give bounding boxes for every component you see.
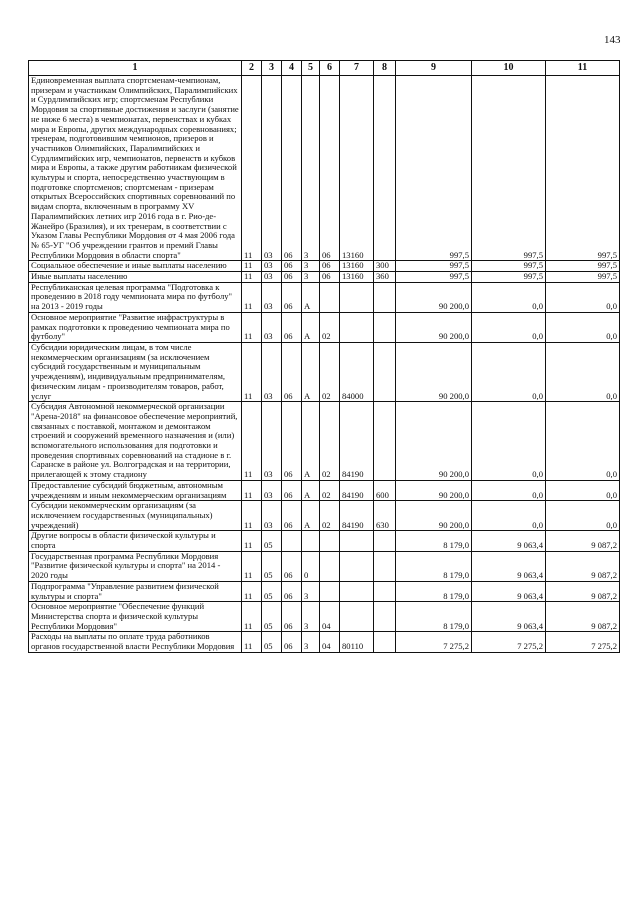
row-code-3: 03 — [262, 282, 282, 312]
col-header-2: 2 — [242, 61, 262, 76]
row-code-8 — [374, 602, 396, 632]
row-code-2: 11 — [242, 312, 262, 342]
row-code-2: 11 — [242, 76, 262, 261]
row-name: Предоставление субсидий бюджетным, автономным учреждениям и иным некоммерческим организациям — [29, 480, 242, 500]
row-amount-11: 9 087,2 — [546, 531, 620, 551]
row-code-4: 06 — [282, 342, 302, 401]
table-row — [29, 551, 620, 581]
row-amount-10: 0,0 — [472, 480, 546, 500]
row-amount-9: 90 200,0 — [396, 282, 472, 312]
row-amount-11: 997,5 — [546, 261, 620, 272]
row-code-6: 06 — [320, 76, 340, 261]
row-name: Социальное обеспечение и иные выплаты населению — [29, 261, 242, 272]
row-amount-9: 8 179,0 — [396, 602, 472, 632]
row-code-5: 3 — [302, 632, 320, 652]
row-code-3: 05 — [262, 581, 282, 601]
col-header-8: 8 — [374, 61, 396, 76]
row-code-7: 84190 — [340, 501, 374, 531]
row-code-2: 11 — [242, 602, 262, 632]
row-amount-9: 90 200,0 — [396, 480, 472, 500]
col-header-1: 1 — [29, 61, 242, 76]
row-amount-11: 997,5 — [546, 76, 620, 261]
row-code-8 — [374, 581, 396, 601]
row-amount-9: 90 200,0 — [396, 501, 472, 531]
col-header-3: 3 — [262, 61, 282, 76]
row-name: Субсидии некоммерческим организациям (за исключением государственных (муниципальных) учреждений) — [29, 501, 242, 531]
row-code-3: 03 — [262, 272, 282, 283]
col-header-11: 11 — [546, 61, 620, 76]
col-header-10: 10 — [472, 61, 546, 76]
row-code-8 — [374, 342, 396, 401]
row-amount-10: 0,0 — [472, 342, 546, 401]
row-code-2: 11 — [242, 342, 262, 401]
row-code-5: 3 — [302, 602, 320, 632]
row-code-3: 05 — [262, 531, 282, 551]
row-code-4: 06 — [282, 261, 302, 272]
table-row — [29, 272, 620, 283]
row-code-3: 03 — [262, 501, 282, 531]
row-code-3: 05 — [262, 632, 282, 652]
row-code-5: А — [302, 342, 320, 401]
row-amount-10: 997,5 — [472, 76, 546, 261]
row-code-7 — [340, 282, 374, 312]
row-code-7: 13160 — [340, 76, 374, 261]
row-name: Основное мероприятие "Развитие инфраструктуры в рамках подготовки к проведению чемпионата мира по футболу" — [29, 312, 242, 342]
row-code-6 — [320, 282, 340, 312]
row-code-4: 06 — [282, 602, 302, 632]
row-code-4: 06 — [282, 480, 302, 500]
row-name: Субсидия Автономной некоммерческой организации "Арена-2018" на финансовое обеспечение мероприятий, связанных с поставкой, монтажом и демонтажом строений и сооружений временного назначения и (или) вспомогательного использования для подготовки и проведения спортивных соревнований на стадионе в г. Саранске в районе ул. Волгоградская и на территории, прилегающей к этому стадиону — [29, 402, 242, 481]
page-number: 143 — [604, 34, 621, 46]
row-code-8 — [374, 551, 396, 581]
row-code-5 — [302, 531, 320, 551]
row-code-7: 84190 — [340, 480, 374, 500]
row-code-7 — [340, 581, 374, 601]
row-amount-10: 0,0 — [472, 501, 546, 531]
row-code-2: 11 — [242, 272, 262, 283]
row-code-7 — [340, 551, 374, 581]
row-amount-10: 9 063,4 — [472, 551, 546, 581]
col-header-9: 9 — [396, 61, 472, 76]
row-code-3: 03 — [262, 402, 282, 481]
table-row — [29, 312, 620, 342]
table-row — [29, 480, 620, 500]
row-code-4: 06 — [282, 632, 302, 652]
row-code-8: 360 — [374, 272, 396, 283]
row-name: Подпрограмма "Управление развитием физической культуры и спорта" — [29, 581, 242, 601]
row-code-8 — [374, 632, 396, 652]
row-code-2: 11 — [242, 261, 262, 272]
row-name: Республиканская целевая программа "Подготовка к проведению в 2018 году чемпионата мира по футболу" на 2013 - 2019 годы — [29, 282, 242, 312]
row-code-5: А — [302, 501, 320, 531]
row-code-8 — [374, 76, 396, 261]
row-code-5: А — [302, 282, 320, 312]
row-amount-10: 0,0 — [472, 312, 546, 342]
row-amount-10: 7 275,2 — [472, 632, 546, 652]
row-code-8: 300 — [374, 261, 396, 272]
row-code-2: 11 — [242, 551, 262, 581]
row-code-2: 11 — [242, 632, 262, 652]
row-amount-9: 997,5 — [396, 261, 472, 272]
row-amount-11: 7 275,2 — [546, 632, 620, 652]
col-header-5: 5 — [302, 61, 320, 76]
table-row — [29, 76, 620, 261]
row-code-7 — [340, 312, 374, 342]
row-amount-11: 0,0 — [546, 480, 620, 500]
row-code-4: 06 — [282, 272, 302, 283]
row-code-6: 06 — [320, 272, 340, 283]
table-row — [29, 581, 620, 601]
row-name: Единовременная выплата спортсменам-чемпионам, призерам и участникам Олимпийских, Паралимпийских и Сурдлимпийских игр; спортсменам Республики Мордовия за спортивные достижения и заслуги (занятие не ниже 6 места) в чемпионатах, первенствах и кубках мира и Европы, других международных соревнованиях; тренерам, подготовившим чемпионов, призеров и участников Олимпийских, Паралимпийских и Сурдлимпийских игр, чемпионатов, первенств и кубков мира и Европы, а также другим работникам физической культуры и спорта, непосредственно участвующим в подготовке спортсменов; спортсменам - призерам открытых Всероссийских спортивных соревнований по видам спорта, включенным в программу XV Паралимпийских летних игр 2016 года в г. Рио-де-Жанейро (Бразилия), и их тренерам, в соответствии с Указом Главы Республики Мордовия от 4 мая 2006 года № 65-УГ "Об учреждении грантов и премий Главы Республики Мордовия в области спорта" — [29, 76, 242, 261]
row-code-6: 02 — [320, 342, 340, 401]
row-code-8: 630 — [374, 501, 396, 531]
row-code-7: 80110 — [340, 632, 374, 652]
row-code-5: 0 — [302, 551, 320, 581]
row-amount-10: 997,5 — [472, 261, 546, 272]
row-amount-11: 0,0 — [546, 342, 620, 401]
row-code-6: 04 — [320, 602, 340, 632]
row-amount-10: 997,5 — [472, 272, 546, 283]
row-code-6: 02 — [320, 501, 340, 531]
row-code-2: 11 — [242, 480, 262, 500]
row-code-3: 03 — [262, 312, 282, 342]
row-amount-11: 0,0 — [546, 501, 620, 531]
row-code-8 — [374, 531, 396, 551]
row-amount-9: 90 200,0 — [396, 342, 472, 401]
row-name: Субсидии юридическим лицам, в том числе некоммерческим организациям (за исключением субсидий государственным и муниципальным учреждениям), индивидуальным предпринимателям, физическим лицам - производителям товаров, работ, услуг — [29, 342, 242, 401]
row-code-7 — [340, 531, 374, 551]
row-amount-9: 8 179,0 — [396, 531, 472, 551]
row-code-4: 06 — [282, 282, 302, 312]
row-code-4: 06 — [282, 581, 302, 601]
row-code-4: 06 — [282, 76, 302, 261]
row-amount-9: 7 275,2 — [396, 632, 472, 652]
row-amount-10: 0,0 — [472, 282, 546, 312]
row-name: Основное мероприятие "Обеспечение функций Министерства спорта и физической культуры Республики Мордовия" — [29, 602, 242, 632]
row-code-3: 03 — [262, 480, 282, 500]
row-name: Государственная программа Республики Мордовия "Развитие физической культуры и спорта" на 2014 - 2020 годы — [29, 551, 242, 581]
row-amount-9: 8 179,0 — [396, 551, 472, 581]
row-amount-10: 0,0 — [472, 402, 546, 481]
row-code-5: А — [302, 312, 320, 342]
row-code-2: 11 — [242, 501, 262, 531]
row-amount-9: 90 200,0 — [396, 402, 472, 481]
row-name: Другие вопросы в области физической культуры и спорта — [29, 531, 242, 551]
row-amount-11: 9 087,2 — [546, 551, 620, 581]
budget-table — [28, 60, 620, 653]
row-code-6: 04 — [320, 632, 340, 652]
row-amount-11: 0,0 — [546, 312, 620, 342]
row-code-4: 06 — [282, 551, 302, 581]
table-body — [29, 76, 620, 653]
row-code-6: 06 — [320, 261, 340, 272]
table-row — [29, 602, 620, 632]
row-code-8 — [374, 402, 396, 481]
header-row — [29, 61, 620, 76]
row-code-5: 3 — [302, 581, 320, 601]
row-amount-9: 8 179,0 — [396, 581, 472, 601]
row-code-8 — [374, 312, 396, 342]
row-code-7: 13160 — [340, 261, 374, 272]
row-code-5: 3 — [302, 76, 320, 261]
row-code-6: 02 — [320, 402, 340, 481]
row-amount-11: 9 087,2 — [546, 581, 620, 601]
table-row — [29, 402, 620, 481]
row-amount-10: 9 063,4 — [472, 581, 546, 601]
row-code-6 — [320, 551, 340, 581]
row-code-3: 05 — [262, 602, 282, 632]
row-code-7: 13160 — [340, 272, 374, 283]
row-code-4: 06 — [282, 501, 302, 531]
row-code-2: 11 — [242, 402, 262, 481]
row-amount-11: 9 087,2 — [546, 602, 620, 632]
table-row — [29, 342, 620, 401]
row-code-6 — [320, 531, 340, 551]
row-amount-11: 0,0 — [546, 402, 620, 481]
row-code-7: 84000 — [340, 342, 374, 401]
row-code-5: 3 — [302, 261, 320, 272]
row-code-3: 05 — [262, 551, 282, 581]
row-amount-9: 997,5 — [396, 272, 472, 283]
row-amount-9: 997,5 — [396, 76, 472, 261]
row-amount-10: 9 063,4 — [472, 602, 546, 632]
row-code-6 — [320, 581, 340, 601]
row-code-6: 02 — [320, 312, 340, 342]
row-amount-11: 997,5 — [546, 272, 620, 283]
row-code-5: А — [302, 480, 320, 500]
row-code-2: 11 — [242, 581, 262, 601]
col-header-7: 7 — [340, 61, 374, 76]
row-code-7 — [340, 602, 374, 632]
row-code-2: 11 — [242, 531, 262, 551]
row-code-4: 06 — [282, 312, 302, 342]
row-name: Расходы на выплаты по оплате труда работников органов государственной власти Республики Мордовия — [29, 632, 242, 652]
row-code-6: 02 — [320, 480, 340, 500]
row-amount-10: 9 063,4 — [472, 531, 546, 551]
row-amount-9: 90 200,0 — [396, 312, 472, 342]
row-code-2: 11 — [242, 282, 262, 312]
row-code-8 — [374, 282, 396, 312]
table-row — [29, 632, 620, 652]
table-row — [29, 531, 620, 551]
table-row — [29, 261, 620, 272]
col-header-6: 6 — [320, 61, 340, 76]
row-code-5: 3 — [302, 272, 320, 283]
row-code-7: 84190 — [340, 402, 374, 481]
row-name: Иные выплаты населению — [29, 272, 242, 283]
row-code-4 — [282, 531, 302, 551]
table-row — [29, 282, 620, 312]
table-row — [29, 501, 620, 531]
col-header-4: 4 — [282, 61, 302, 76]
row-code-4: 06 — [282, 402, 302, 481]
row-code-3: 03 — [262, 76, 282, 261]
row-code-5: А — [302, 402, 320, 481]
row-amount-11: 0,0 — [546, 282, 620, 312]
row-code-8: 600 — [374, 480, 396, 500]
row-code-3: 03 — [262, 261, 282, 272]
row-code-3: 03 — [262, 342, 282, 401]
